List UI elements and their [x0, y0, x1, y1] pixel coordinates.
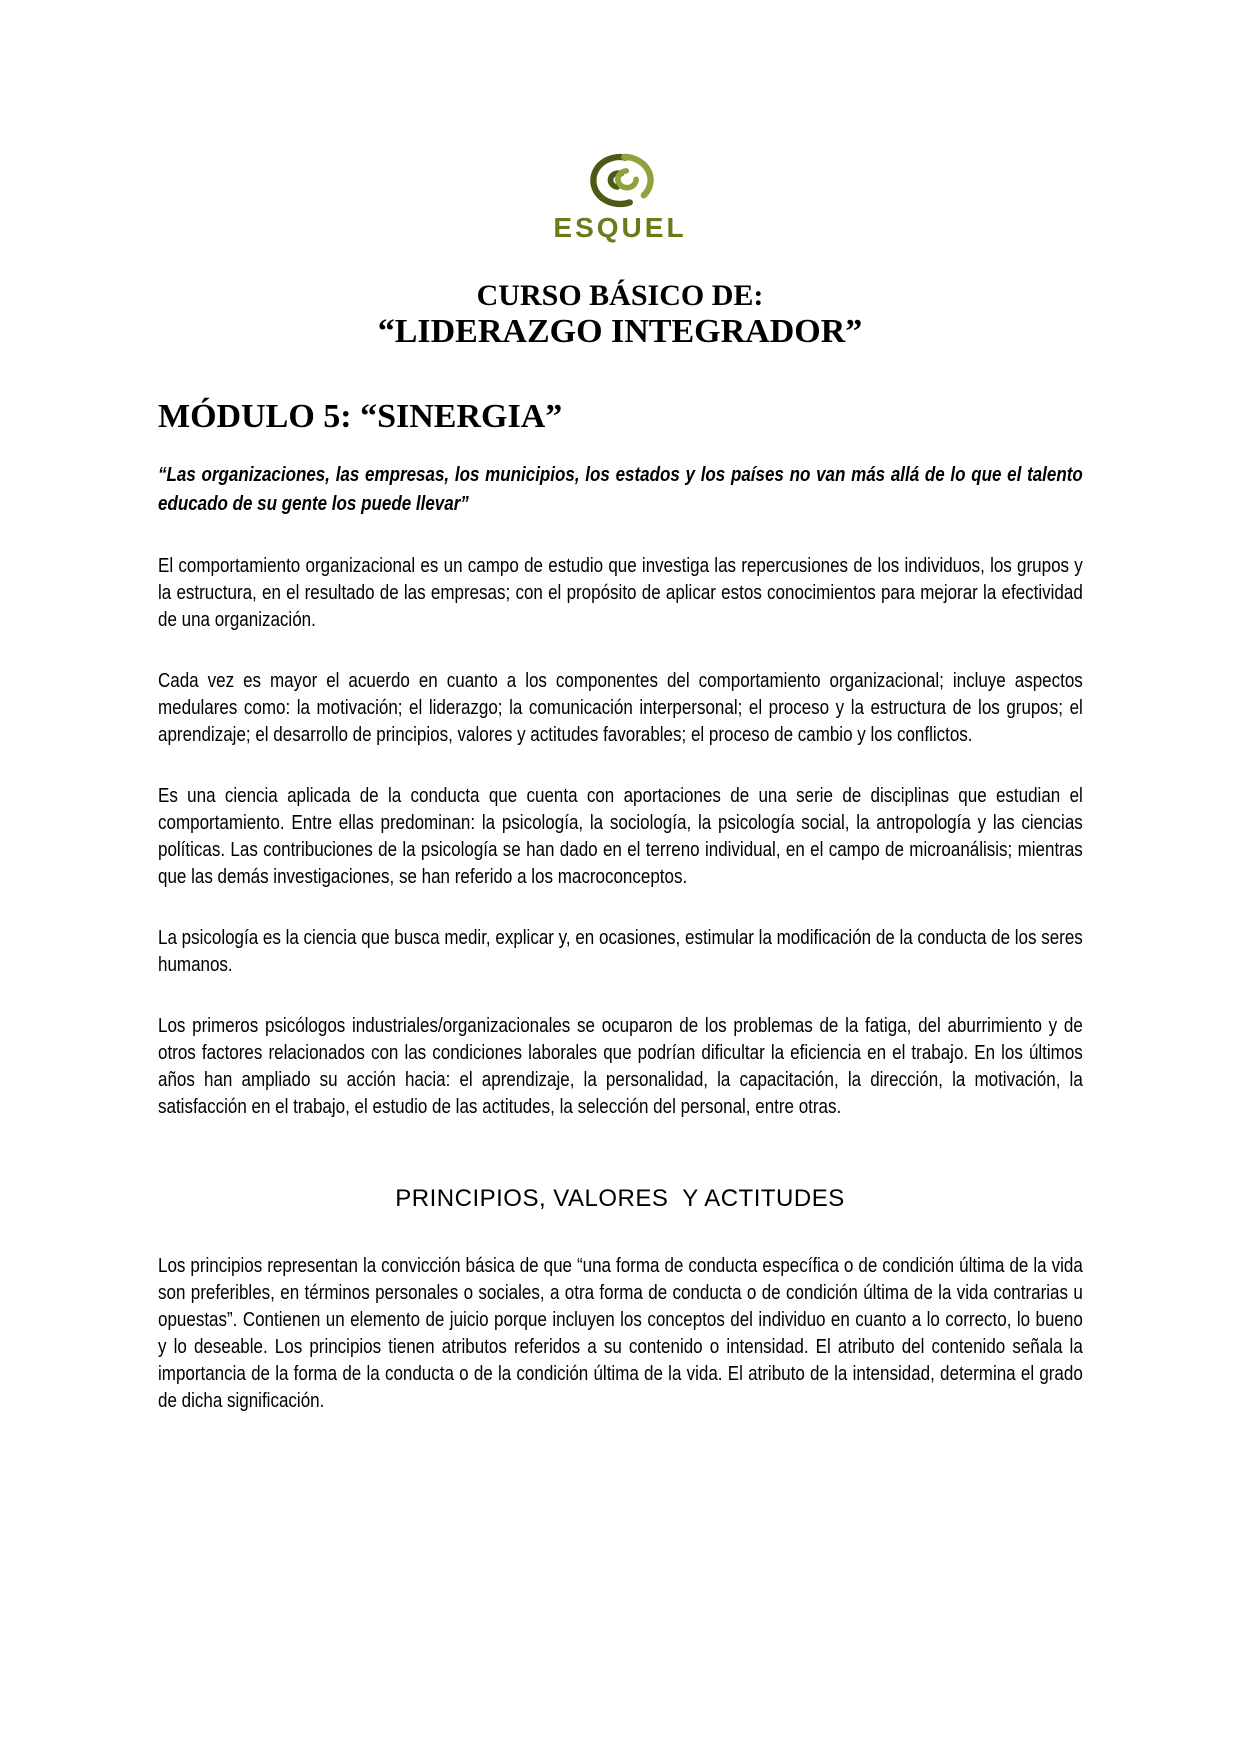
paragraph-principios: Los principios representan la convicción básica de que “una forma de conducta específica o de condición última de la vida son preferibles, en términos personales o sociales, a otra forma de conducta o de condición última de la vida contrarias u opuestas”. Contienen un elemento de juicio porque incluyen los conceptos del individuo en cuanto a lo correcto, lo bueno y lo deseable. Los principios tienen atributos referidos a su contenido o intensidad. El atributo del contenido señala la importancia de la forma de la conducta o de la condición última de la vida. El atributo de la intensidad, determina el grado de dicha significación. [158, 1255, 1083, 1412]
esquel-logo-text: ESQUEL [553, 212, 687, 243]
paragraph-componentes: Cada vez es mayor el acuerdo en cuanto a los componentes del comportamiento organizacional; incluye aspectos medulares como: la motivación; el liderazgo; la comunicación interpersonal; el proceso y la estructura de los grupos; el aprendizaje; el desarrollo de principios, valores y actitudes favorables; el proceso de cambio y los conflictos. [158, 670, 1083, 746]
course-title-line2: “LIDERAZGO INTEGRADOR” [377, 313, 863, 350]
logo-swirl-light-inner [618, 171, 636, 188]
opening-quote: “Las organizaciones, las empresas, los municipios, los estados y los países no van más allá de lo que el talento educado de su gente los puede llevar” [158, 464, 1083, 515]
esquel-logo-mark-icon [585, 150, 655, 210]
section-heading-principios: PRINCIPIOS, VALORES Y ACTITUDES [395, 1185, 845, 1212]
module-title: MÓDULO 5: “SINERGIA” [158, 398, 563, 435]
esquel-logo [158, 150, 1082, 243]
paragraph-psicologia: La psicología es la ciencia que busca medir, explicar y, en ocasiones, estimular la modificación de la conducta de los seres humanos. [158, 927, 1083, 976]
paragraph-ciencia-aplicada: Es una ciencia aplicada de la conducta que cuenta con aportaciones de una serie de disciplinas que estudian el comportamiento. Entre ellas predominan: la psicología, la sociología, la psicología social, la antropología y las ciencias políticas. Las contribuciones de la psicología se han dado en el terreno individual, en el campo de microanálisis; mientras que las demás investigaciones, se han referido a los macroconceptos. [158, 785, 1083, 888]
paragraph-psicologos-industriales: Los primeros psicólogos industriales/organizacionales se ocuparon de los problemas de la fatiga, del aburrimiento y de otros factores relacionados con las condiciones laborales que podrían dificultar la eficiencia en el trabajo. En los últimos años han ampliado su acción hacia: el aprendizaje, la personalidad, la capacitación, la dirección, la motivación, la satisfacción en el trabajo, el estudio de las actitudes, la selección del personal, entre otras. [158, 1015, 1083, 1118]
course-title-line1: CURSO BÁSICO DE: [476, 279, 764, 312]
paragraph-comportamiento: El comportamiento organizacional es un campo de estudio que investiga las repercusiones de los individuos, los grupos y la estructura, en el resultado de las empresas; con el propósito de aplicar estos conocimientos para mejorar la efectividad de una organización. [158, 555, 1083, 631]
